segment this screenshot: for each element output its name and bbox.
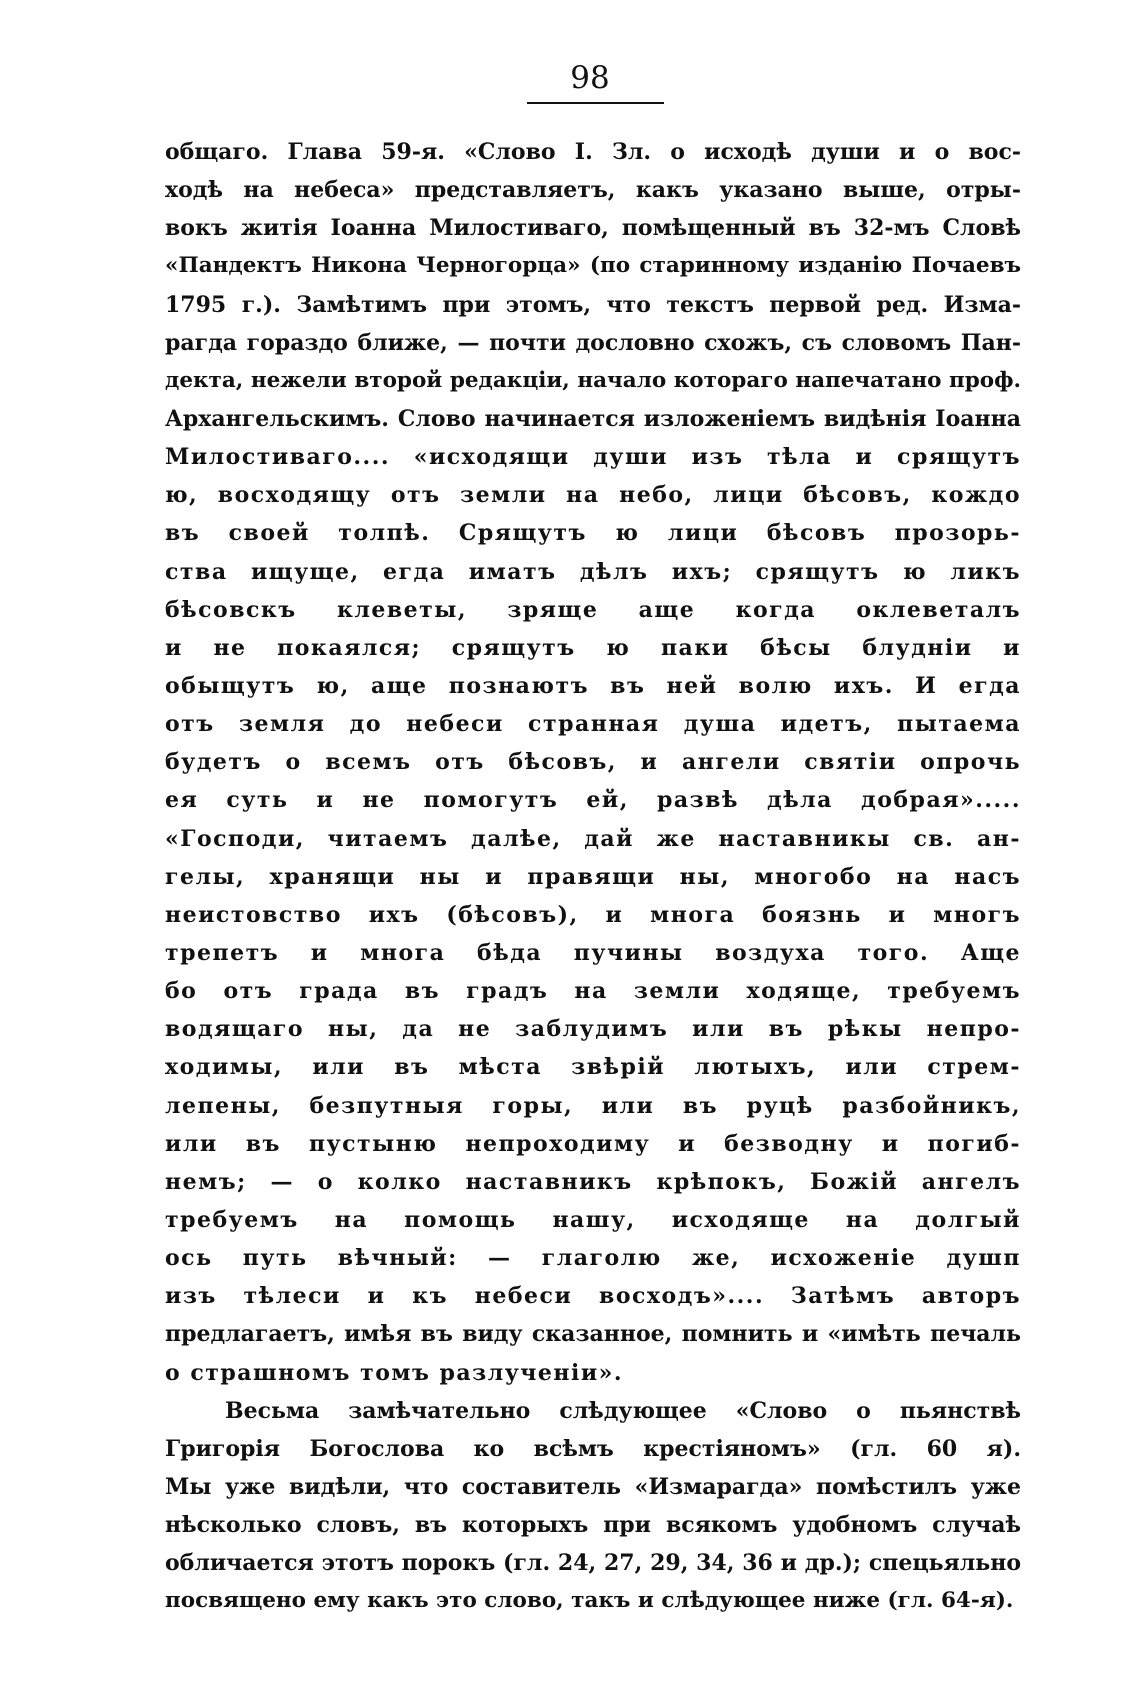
text-line: обыщутъ ю, аще познаютъ въ ней волю ихъ. И егда: [165, 672, 1021, 699]
text-line: неистовство ихъ (бѣсовъ), и многа боязнь и многъ: [165, 901, 1021, 928]
text-line: ходимы, или въ мѣста звѣрій лютыхъ, или стрем-: [165, 1054, 1021, 1081]
text-line: отъ земля до небеси странная душа идетъ, пытаема: [165, 711, 1021, 738]
text-line: ея суть и не помогутъ ей, развѣ дѣла добрая».....: [165, 787, 1021, 814]
text-line: Мы уже видѣли, что составитель «Измарагда» помѣстилъ уже: [165, 1473, 1021, 1500]
text-line: Архангельскимъ. Слово начинается изложеніемъ видѣнія Іоанна: [165, 405, 1021, 432]
text-line: ходѣ на небеса» представляетъ, какъ указано выше, отры-: [165, 177, 1021, 204]
text-line: изъ тѣлеси и къ небеси восходъ».... Затѣмъ авторъ: [165, 1283, 1021, 1310]
text-line: посвящено ему какъ это слово, такъ и слѣдующее ниже (гл. 64-я).: [165, 1588, 1014, 1614]
text-line: или въ пустыню непроходиму и безводну и погиб-: [165, 1130, 1021, 1157]
text-line: вокъ житія Іоанна Милостиваго, помѣщенный въ 32-мъ Словѣ: [165, 215, 1021, 242]
text-line: бѣсовскъ клеветы, зряще аще когда оклеветалъ: [165, 596, 1021, 623]
page-number-rule: [527, 102, 664, 104]
text-line: ось путь вѣчный: — глаголю же, исхоженіе душп: [165, 1245, 1021, 1272]
text-line: будетъ о всемъ отъ бѣсовъ, и ангели святіи опрочь: [165, 749, 1021, 776]
text-line: трепетъ и многа бѣда пучины воздуха того. Аще: [165, 939, 1021, 966]
text-line: лепены, безпутныя горы, или въ руцѣ разбойникъ,: [165, 1092, 1021, 1119]
text-line: гелы, хранящи ны и правящи ны, многобо на насъ: [165, 863, 1021, 890]
text-line: о страшномъ томъ разлученіи».: [165, 1359, 624, 1386]
text-line: немъ; — о колко наставникъ крѣпокъ, Божій ангелъ: [165, 1168, 1021, 1195]
text-line: требуемъ на помощь нашу, исходяще на долгый: [165, 1206, 1021, 1233]
text-line: ства ищуще, егда иматъ дѣлъ ихъ; срящутъ ю ликъ: [165, 558, 1021, 585]
text-line: Григорія Богослова ко всѣмъ крестіяномъ» (гл. 60 я).: [165, 1435, 1021, 1462]
text-line: водящаго ны, да не заблудимъ или въ рѣкы непро-: [165, 1016, 1021, 1043]
text-line: бо отъ града въ градъ на земли ходяще, требуемъ: [165, 978, 1021, 1005]
text-line: обличается этотъ порокъ (гл. 24, 27, 29, 34, 36 и др.); спецьяльно: [165, 1550, 1021, 1577]
page-number: 98: [570, 60, 610, 96]
text-line: рагда гораздо ближе, — почти дословно схожъ, съ словомъ Пан-: [165, 329, 1021, 356]
text-line: Весьма замѣчательно слѣдующее «Слово о пьянствѣ: [225, 1397, 1021, 1424]
text-line: «Пандектъ Никона Черногорца» (по старинному изданію Почаевъ: [165, 253, 1021, 279]
text-line: въ своей толпѣ. Срящутъ ю лици бѣсовъ прозорь-: [165, 520, 1021, 547]
text-line: «Господи, читаемъ далѣе, дай же наставникы св. ан-: [165, 825, 1021, 852]
body-text: [165, 133, 1021, 1620]
text-line: нѣсколько словъ, въ которыхъ при всякомъ удобномъ случаѣ: [165, 1512, 1021, 1539]
text-line: декта, нежели второй редакціи, начало котораго напечатано проф.: [165, 367, 1021, 393]
text-line: и не покаялся; срящутъ ю паки бѣсы блудніи и: [165, 634, 1021, 661]
text-line: ю, восходящу отъ земли на небо, лици бѣсовъ, кождо: [165, 482, 1021, 509]
text-line: Милостиваго.... «исходящи души изъ тѣла и срящутъ: [165, 444, 1021, 471]
text-line: предлагаетъ, имѣя въ виду сказанное, помнить и «имѣть печаль: [165, 1321, 1021, 1348]
text-line: общаго. Глава 59-я. «Слово І. Зл. о исходѣ души и о вос-: [165, 139, 1021, 165]
text-line: 1795 г.). Замѣтимъ при этомъ, что текстъ первой ред. Изма-: [165, 291, 1021, 318]
